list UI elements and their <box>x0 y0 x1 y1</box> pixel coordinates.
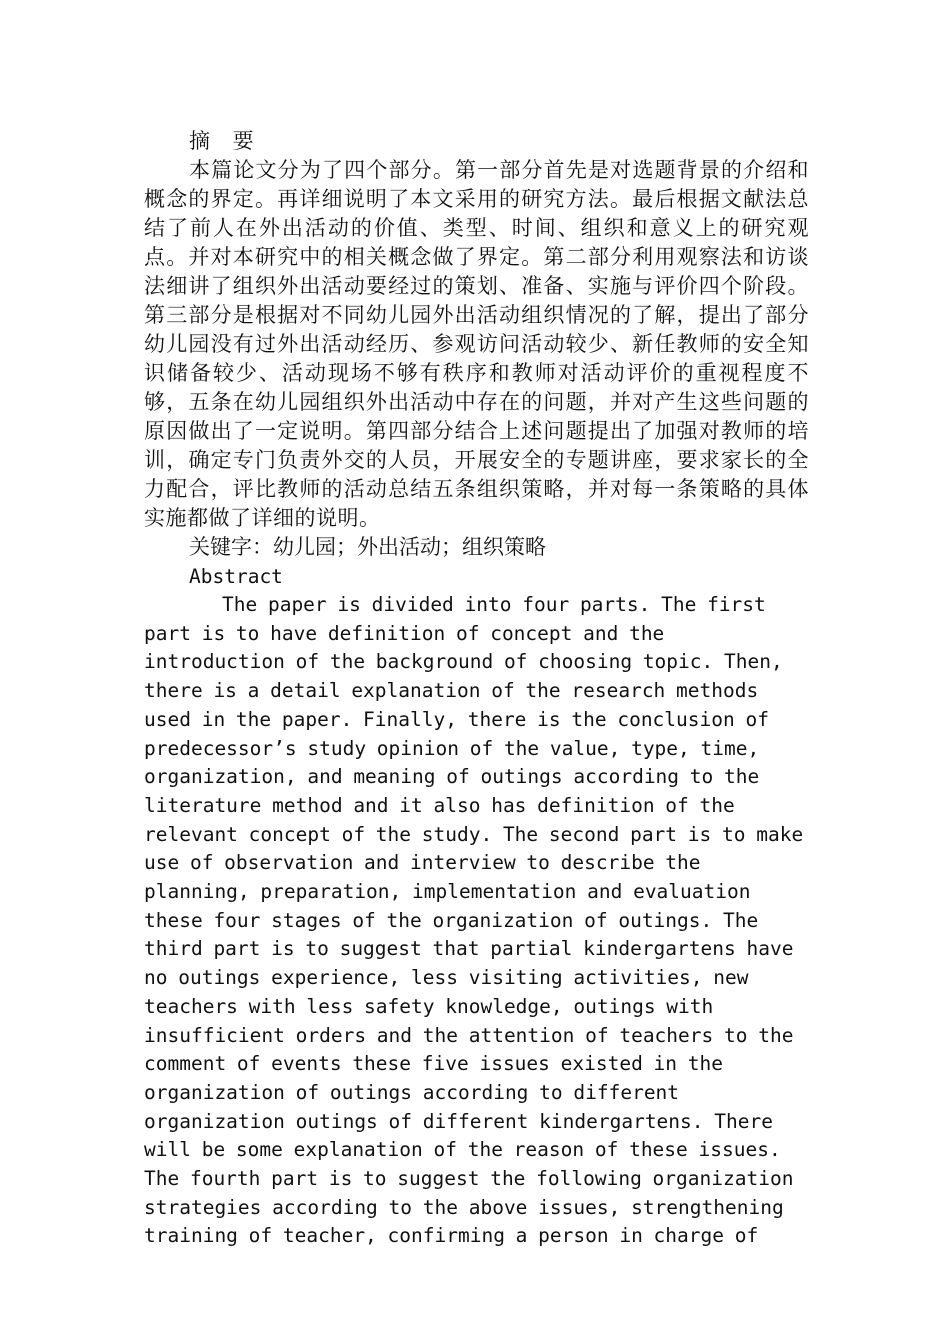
abstract-en-heading: Abstract <box>189 565 283 588</box>
abstract-zh-keywords: 关键字：幼儿园；外出活动；组织策略 <box>189 535 546 559</box>
abstract-zh-heading: 摘 要 <box>189 129 262 153</box>
abstract-en-body: The paper is divided into four parts. The first part is to have definition of concept and the introduction of the background of choosing topic. Then, there is a detail explanation of the research methods used in the paper. Finally, there is the conclusion of predecessor’s study opinion of the value, type, time, organization, and meaning of outings according to the literature method and it also has definition of the relevant concept of the study. The second part is to make use of observation and interview to describe the planning, preparation, implementation and evaluation these four stages of the organization of outings. The third part is to suggest that partial kindergartens have no outings experience, less visiting activities, new teachers with less safety knowledge, outings with insufficient orders and the attention of teachers to the comment of events these five issues existed in the organization of outings according to different organization outings of different kindergartens. There will be some explanation of the reason of these issues. The fourth part is to suggest the following organization strategies according to the above issues, strengthening training of teacher, confirming a person in charge of <box>144 593 804 1248</box>
abstract-zh-body: 本篇论文分为了四个部分。第一部分首先是对选题背景的介绍和概念的界定。再详细说明了本文采用的研究方法。最后根据文献法总结了前人在外出活动的价值、类型、时间、组织和意义上的研究观点。并对本研究中的相关概念做了界定。第二部分利用观察法和访谈法细讲了组织外出活动要经过的策划、准备、实施与评价四个阶段。第三部分是根据对不同幼儿园外出活动组织情况的了解，提出了部分幼儿园没有过外出活动经历、参观访问活动较少、新任教师的安全知识储备较少、活动现场不够有秩序和教师对活动评价的重视程度不够，五条在幼儿园组织外出活动中存在的问题，并对产生这些问题的原因做出了一定说明。第四部分结合上述问题提出了加强对教师的培训，确定专门负责外交的人员，开展安全的专题讲座，要求家长的全力配合，评比教师的活动总结五条组织策略，并对每一条策略的具体实施都做了详细的说明。 <box>144 158 809 530</box>
document-page <box>144 127 809 1251</box>
